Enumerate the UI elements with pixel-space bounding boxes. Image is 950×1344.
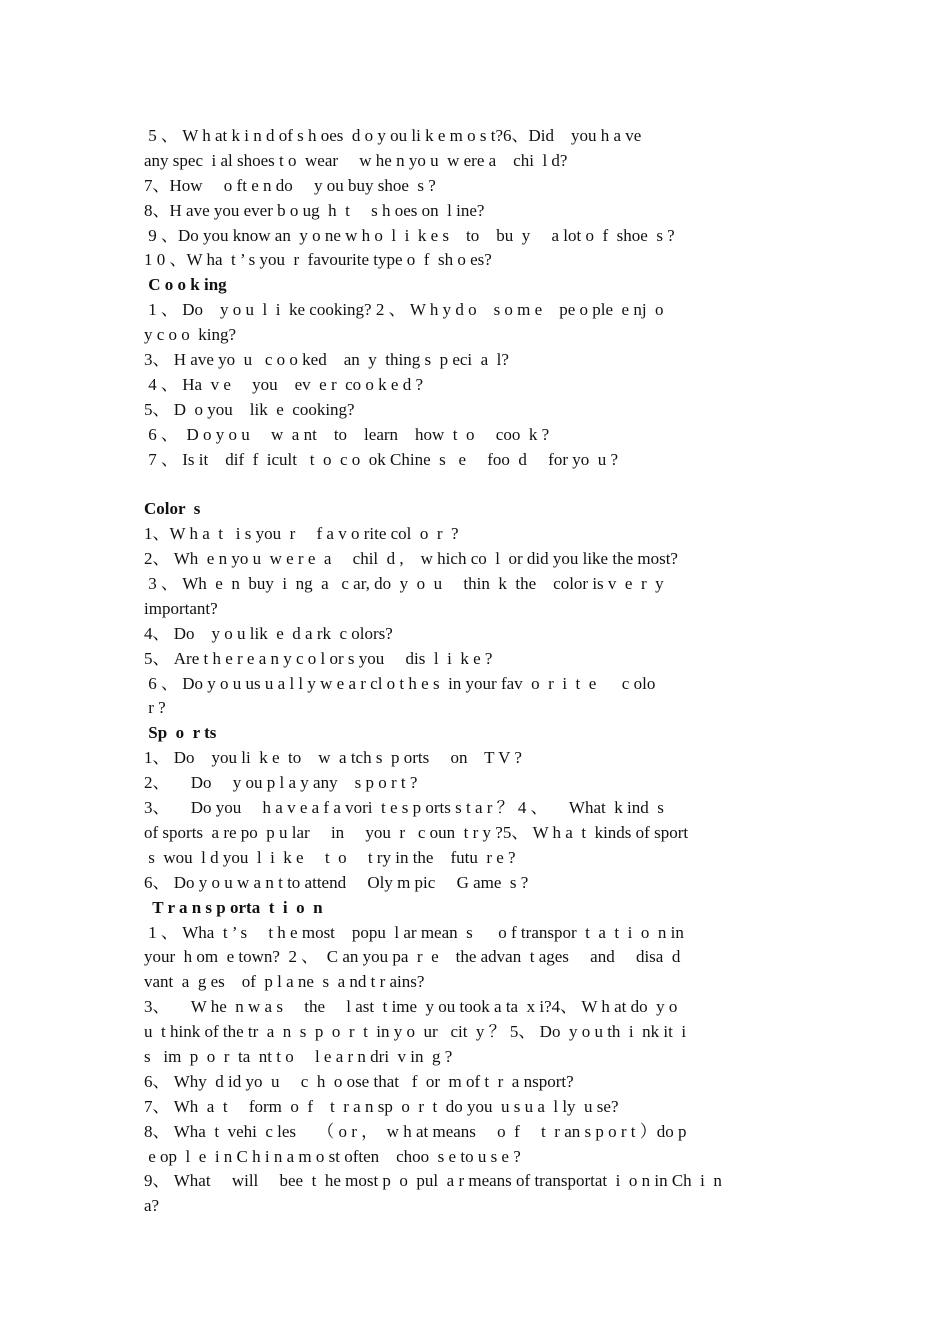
text-line: 9 、Do you know an y o ne w h o l i k e s to bu y a lot o f shoe s ?	[144, 225, 675, 245]
text-line: a?	[144, 1196, 160, 1216]
section-heading: C o o k ing	[144, 275, 227, 295]
text-line: 8、 Wha t vehi c les （ o r ， w h at means o f t r an s p o r t ）do p	[144, 1121, 687, 1141]
text-line: 6、 Do y o u w a n t to attend Oly m pic G ame s ?	[144, 872, 529, 892]
text-line: vant a g es of p l a ne s a nd t r ains?	[144, 972, 425, 992]
text-line: 3、 Do you h a v e a f a vori t e s p orts s t a r ？ 4 、 What k ind s	[144, 798, 664, 818]
section-heading: T r a n s p orta t i o n	[144, 897, 323, 917]
text-line: 9、 What will bee t he most p o pul a r means of transportat i o n in Ch i n	[144, 1171, 722, 1191]
section-heading: Color s	[144, 499, 201, 519]
text-line: 6 、 D o y o u w a nt to learn how t o coo k ?	[144, 424, 550, 444]
text-line: 1 0 、W ha t ’ s you r favourite type o f sh o es?	[144, 250, 492, 270]
text-line: 3、 H ave yo u c o o ked an y thing s p eci a l?	[144, 350, 509, 370]
text-line: 5 、 W h at k i n d of s h oes d o y ou li k e m o s t?6、Did you h a ve	[144, 126, 642, 145]
text-line: 3、 W he n w a s the l ast t ime y ou took a ta x i?4、 W h at do y o	[144, 997, 678, 1017]
text-line: your h om e town? 2 、 C an you pa r e the advan t ages and disa d	[144, 947, 681, 967]
text-line: 3 、 Wh e n buy i ng a c ar, do y o u thin k the color is v e r y	[144, 574, 664, 594]
text-line: s im p o r ta nt t o l e a r n dri v in g ?	[144, 1046, 453, 1066]
text-line: 7、How o ft e n do y ou buy shoe s ?	[144, 175, 436, 195]
text-line: 2、 Wh e n yo u w e r e a chil d , w hich co l or did you like the most?	[144, 549, 678, 569]
text-line: 4、 Do y o u lik e d a rk c olors?	[144, 623, 393, 643]
text-line: s wou l d you l i k e t o t ry in the futu r e ?	[144, 847, 516, 867]
text-line: e op l e i n C h i n a m o st often choo s e to u s e ?	[144, 1146, 521, 1166]
text-line: important?	[144, 598, 218, 618]
text-line: 8、H ave you ever b o ug h t s h oes on l ine?	[144, 200, 485, 220]
text-line: 5、 Are t h e r e a n y c o l or s you dis l i k e ?	[144, 648, 493, 668]
text-line: any spec i al shoes t o wear w he n yo u w ere a chi l d?	[144, 150, 568, 170]
blank-line	[144, 472, 810, 497]
text-line: 7 、 Is it dif f icult t o c o ok Chine s e foo d for yo u ?	[144, 449, 619, 469]
text-line: 1 、 Do y o u l i ke cooking? 2 、 W h y d o s o m e pe o ple e nj o	[144, 300, 664, 320]
text-line: 1 、 Wha t ’ s t h e most popu l ar mean s o f transpor t a t i o n in	[144, 922, 684, 942]
text-line: 5、 D o you lik e cooking?	[144, 399, 355, 419]
text-line: u t hink of the tr a n s p o r t in y o ur cit y ？ 5、 Do y o u th i nk it i	[144, 1022, 687, 1042]
document-page	[144, 124, 810, 1219]
section-heading: Sp o r ts	[144, 723, 217, 743]
text-line: 4 、 Ha v e you ev e r co o k e d ?	[144, 374, 424, 394]
text-line: r ?	[144, 698, 166, 718]
text-line: 6 、 Do y o u us u a l l y w e a r cl o t h e s in your fav o r i t e c olo	[144, 673, 656, 693]
text-line: 6、 Why d id yo u c h o ose that f or m of t r a nsport?	[144, 1071, 574, 1091]
text-line: 1、 Do you li k e to w a tch s p orts on T V ?	[144, 748, 522, 768]
text-line: 1、W h a t i s you r f a v o rite col o r ?	[144, 524, 459, 544]
text-line: of sports a re po p u lar in you r c oun t r y ?5、 W h a t kinds of sport	[144, 822, 689, 842]
text-line: 7、 Wh a t form o f t r a n sp o r t do you u s u a l ly u se?	[144, 1096, 619, 1116]
text-line: y c o o king?	[144, 325, 237, 345]
text-line: 2、 Do y ou p l a y any s p o r t ?	[144, 773, 418, 793]
